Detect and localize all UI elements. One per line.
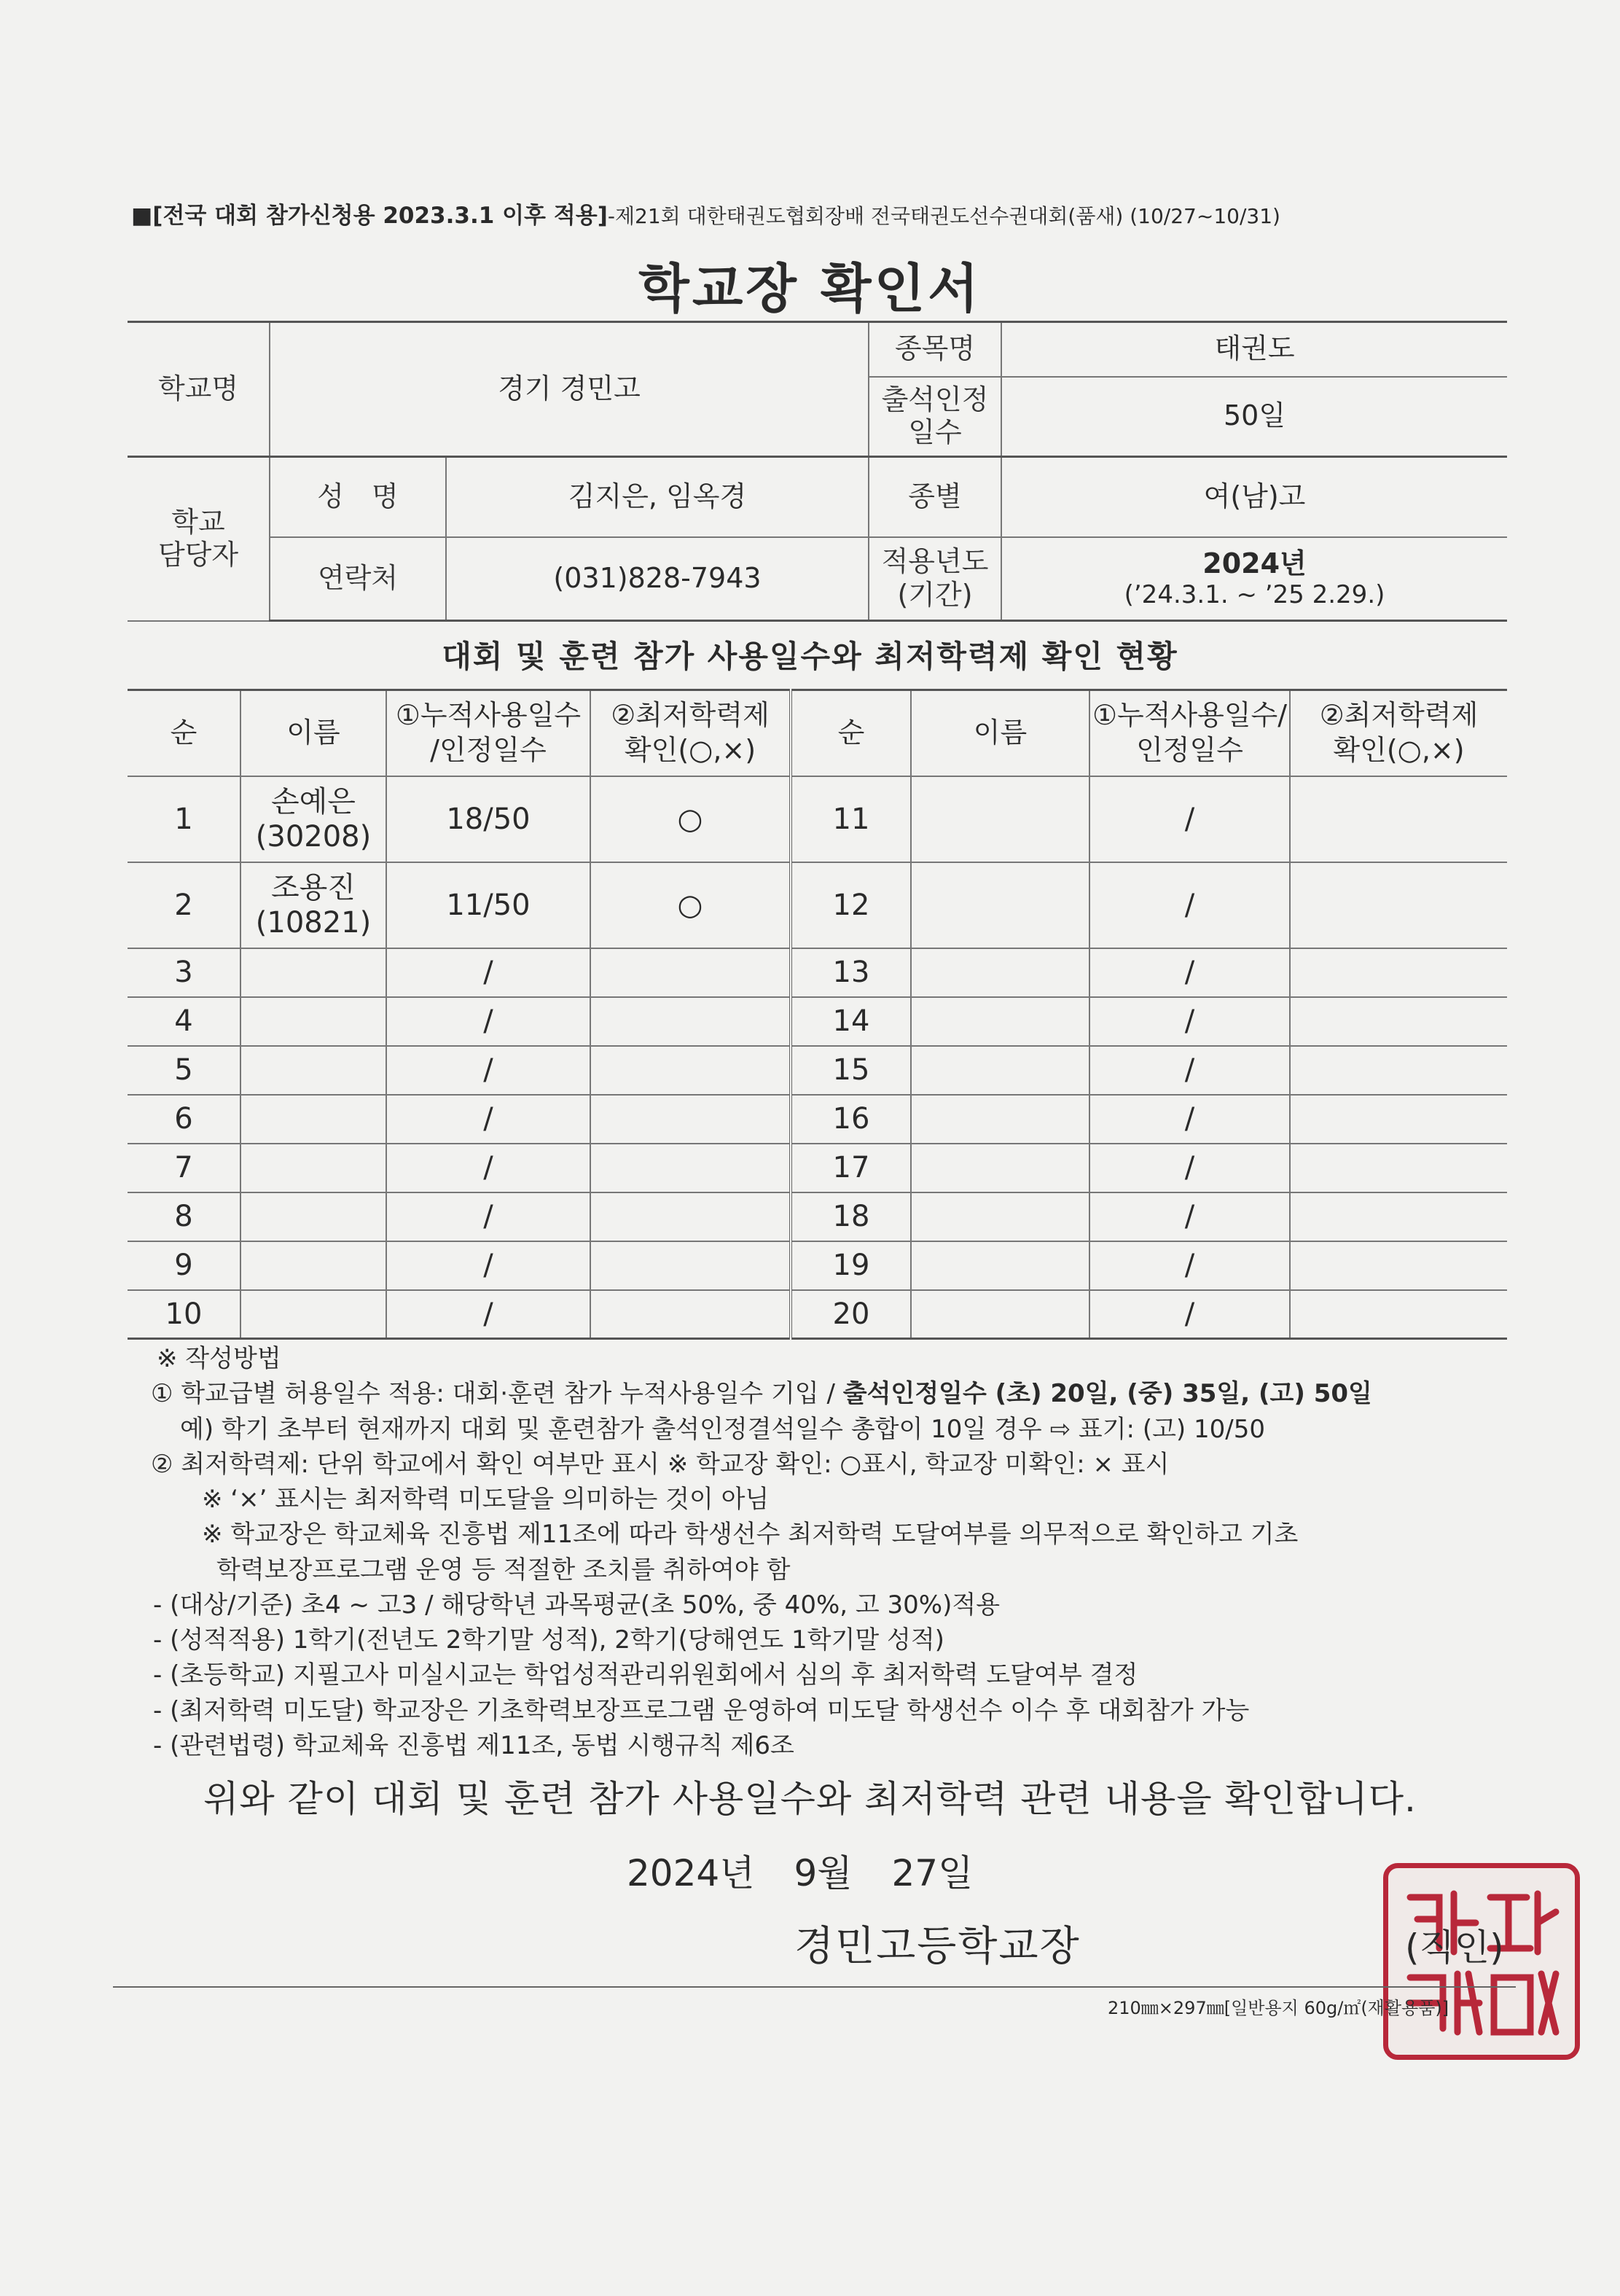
days-used: / [386, 1095, 590, 1144]
athlete-name [911, 997, 1089, 1046]
note-1-bold: 출석인정일수 (초) 20일, (중) 35일, (고) 50일 [842, 1379, 1372, 1409]
days-used: / [386, 1241, 590, 1290]
academic-check [1290, 1241, 1507, 1290]
notes-heading: ※ 작성방법 [157, 1344, 281, 1373]
note-1-text: ① 학교급별 허용일수 적용: 대회·훈련 참가 누적사용일수 기입 / [151, 1379, 843, 1409]
row-number: 4 [128, 997, 240, 1046]
contact-label: 연락처 [270, 537, 446, 621]
table-row [128, 1192, 1507, 1241]
academic-check [590, 1192, 791, 1241]
row-number: 10 [128, 1290, 240, 1339]
athlete-name [240, 948, 386, 997]
division-value: 여(남)고 [1001, 457, 1507, 537]
table-row [128, 862, 1507, 948]
athlete-name [911, 1046, 1089, 1095]
paper-spec: 210㎜×297㎜[일반용지 60g/㎡(재활용품)] [1108, 1998, 1449, 2018]
row-number: 11 [791, 776, 911, 862]
days-used: / [386, 997, 590, 1046]
school-name-value: 경기 경민고 [270, 322, 869, 457]
athlete-name [911, 1192, 1089, 1241]
athlete-name [240, 1046, 386, 1095]
manager-name-label: 성 명 [270, 457, 446, 537]
athlete-name [240, 997, 386, 1046]
academic-check [590, 1290, 791, 1339]
detail-2: - (성적적용) 1학기(전년도 2학기말 성적), 2학기(당해연도 1학기말 성적) [153, 1625, 944, 1655]
note-1 [151, 1376, 1541, 1411]
days-used: / [1089, 997, 1290, 1046]
days-used: / [1089, 1144, 1290, 1192]
academic-check [590, 948, 791, 997]
header-name-left: 이름 [240, 690, 386, 776]
academic-check [1290, 1046, 1507, 1095]
athlete-name: 조용진 (10821) [240, 862, 386, 948]
days-used: / [386, 1192, 590, 1241]
days-used: / [386, 1046, 590, 1095]
section-title: 대회 및 훈련 참가 사용일수와 최저학력제 확인 현황 [442, 639, 1178, 674]
instructions [151, 1341, 1541, 1763]
athlete-name: 손예은 (30208) [240, 776, 386, 862]
athlete-name [911, 1144, 1089, 1192]
academic-check: ○ [590, 776, 791, 862]
academic-check [1290, 948, 1507, 997]
days-used: / [1089, 1095, 1290, 1144]
page-title: 학교장 확인서 [638, 258, 982, 319]
header-days-left: ①누적사용일수 /인정일수 [386, 690, 590, 776]
athlete-name [911, 1290, 1089, 1339]
school-name-label: 학교명 [128, 322, 270, 457]
academic-check [1290, 776, 1507, 862]
row-number: 15 [791, 1046, 911, 1095]
days-used: / [386, 1144, 590, 1192]
table-row [128, 1290, 1507, 1339]
academic-check [1290, 1192, 1507, 1241]
form-header-sub: -제21회 대한태권도협회장배 전국태권도선수권대회(품새) (10/27~10/31) [607, 204, 1280, 228]
days-used: / [1089, 1241, 1290, 1290]
athlete-name [911, 948, 1089, 997]
header-no-left: 순 [128, 690, 240, 776]
apply-period-value: (’24.3.1. ~ ’25 2.29.) [1124, 580, 1385, 610]
manager-name-value: 김지은, 임옥경 [446, 457, 869, 537]
athlete-name [911, 862, 1089, 948]
academic-check [590, 1095, 791, 1144]
detail-4: - (최저학력 미도달) 학교장은 기초학력보장프로그램 운영하여 미도달 학생선수 이수 후 대회참가 가능 [153, 1695, 1250, 1725]
days-used: / [386, 1290, 590, 1339]
row-number: 3 [128, 948, 240, 997]
row-number: 6 [128, 1095, 240, 1144]
athlete-name [911, 776, 1089, 862]
table-row [128, 1095, 1507, 1144]
attendance-days-label: 출석인정 일수 [869, 377, 1001, 457]
division-label: 종별 [869, 457, 1001, 537]
row-number: 7 [128, 1144, 240, 1192]
header-name-right: 이름 [911, 690, 1089, 776]
academic-check [590, 1241, 791, 1290]
form-header [131, 197, 1516, 230]
days-used: / [1089, 1046, 1290, 1095]
detail-3: - (초등학교) 지필고사 미실시교는 학업성적관리위원회에서 심의 후 최저학력 도달여부 결정 [153, 1660, 1138, 1690]
header-check-left: ②최저학력제 확인(○,×) [590, 690, 791, 776]
athlete-name [240, 1290, 386, 1339]
detail-1: - (대상/기준) 초4 ~ 고3 / 해당학년 과목평균(초 50%, 중 40%, 고 30%)적용 [153, 1590, 1001, 1620]
apply-year-value: 2024년 [1202, 547, 1307, 579]
athlete-name [240, 1241, 386, 1290]
note-2-a: ※ ‘×’ 표시는 최저학력 미도달을 의미하는 것이 아님 [202, 1485, 770, 1515]
signer-title: 경민고등학교장 [794, 1923, 1081, 1970]
table-row [128, 948, 1507, 997]
academic-check [1290, 1144, 1507, 1192]
academic-check [590, 1046, 791, 1095]
header-check-right: ②최저학력제 확인(○,×) [1290, 690, 1507, 776]
row-number: 1 [128, 776, 240, 862]
header-no-right: 순 [791, 690, 911, 776]
manager-label: 학교 담당자 [128, 457, 270, 621]
bottom-divider [113, 1986, 1516, 1988]
note-2: ② 최저학력제: 단위 학교에서 확인 여부만 표시 ※ 학교장 확인: ○표시, 학교장 미확인: × 표시 [151, 1449, 1170, 1479]
days-used: / [1089, 1192, 1290, 1241]
table-row [128, 1144, 1507, 1192]
school-info-table [128, 321, 1507, 622]
table-row [128, 776, 1507, 862]
apply-year-label: 적용년도 (기간) [869, 537, 1001, 621]
academic-check [1290, 1290, 1507, 1339]
event-label: 종목명 [869, 322, 1001, 377]
days-used: / [386, 948, 590, 997]
athlete-name [240, 1192, 386, 1241]
confirm-statement: 위와 같이 대회 및 훈련 참가 사용일수와 최저학력 관련 내용을 확인합니다. [203, 1778, 1417, 1820]
table-row [128, 997, 1507, 1046]
athlete-name [911, 1241, 1089, 1290]
note-2-b: ※ 학교장은 학교체육 진흥법 제11조에 따라 학생선수 최저학력 도달여부를 의무적으로 확인하고 기초 [202, 1520, 1299, 1550]
row-number: 8 [128, 1192, 240, 1241]
days-used: 18/50 [386, 776, 590, 862]
athlete-name [240, 1144, 386, 1192]
academic-check [1290, 1095, 1507, 1144]
athlete-name [240, 1095, 386, 1144]
athlete-name [911, 1095, 1089, 1144]
days-used: / [1089, 862, 1290, 948]
academic-check [590, 1144, 791, 1192]
note-2-c: 학력보장프로그램 운영 등 적절한 조치를 취하여야 함 [216, 1555, 791, 1585]
row-number: 14 [791, 997, 911, 1046]
row-number: 12 [791, 862, 911, 948]
issue-date: 2024년 9월 27일 [627, 1852, 974, 1894]
row-number: 18 [791, 1192, 911, 1241]
detail-5: - (관련법령) 학교체육 진흥법 제11조, 동법 시행규칙 제6조 [153, 1730, 794, 1760]
row-number: 16 [791, 1095, 911, 1144]
athlete-table [128, 689, 1507, 1340]
row-number: 17 [791, 1144, 911, 1192]
row-number: 2 [128, 862, 240, 948]
attendance-days-value: 50일 [1001, 377, 1507, 457]
apply-year-cell [1001, 537, 1507, 621]
days-used: / [1089, 1290, 1290, 1339]
academic-check [1290, 862, 1507, 948]
academic-check: ○ [590, 862, 791, 948]
header-days-right: ①누적사용일수/ 인정일수 [1089, 690, 1290, 776]
contact-value: (031)828-7943 [446, 537, 869, 621]
row-number: 9 [128, 1241, 240, 1290]
academic-check [590, 997, 791, 1046]
event-value: 태권도 [1001, 322, 1507, 377]
academic-check [1290, 997, 1507, 1046]
days-used: / [1089, 776, 1290, 862]
row-number: 13 [791, 948, 911, 997]
note-1-example: 예) 학기 초부터 현재까지 대회 및 훈련참가 출석인정결석일수 총합이 10일 경우 ⇨ 표기: (고) 10/50 [180, 1414, 1265, 1444]
row-number: 19 [791, 1241, 911, 1290]
row-number: 20 [791, 1290, 911, 1339]
days-used: 11/50 [386, 862, 590, 948]
form-header-main: ■[전국 대회 참가신청용 2023.3.1 이후 적용] [131, 203, 608, 229]
seal-label: (직인) [1405, 1926, 1504, 1969]
row-number: 5 [128, 1046, 240, 1095]
days-used: / [1089, 948, 1290, 997]
table-row [128, 1046, 1507, 1095]
table-row [128, 1241, 1507, 1290]
